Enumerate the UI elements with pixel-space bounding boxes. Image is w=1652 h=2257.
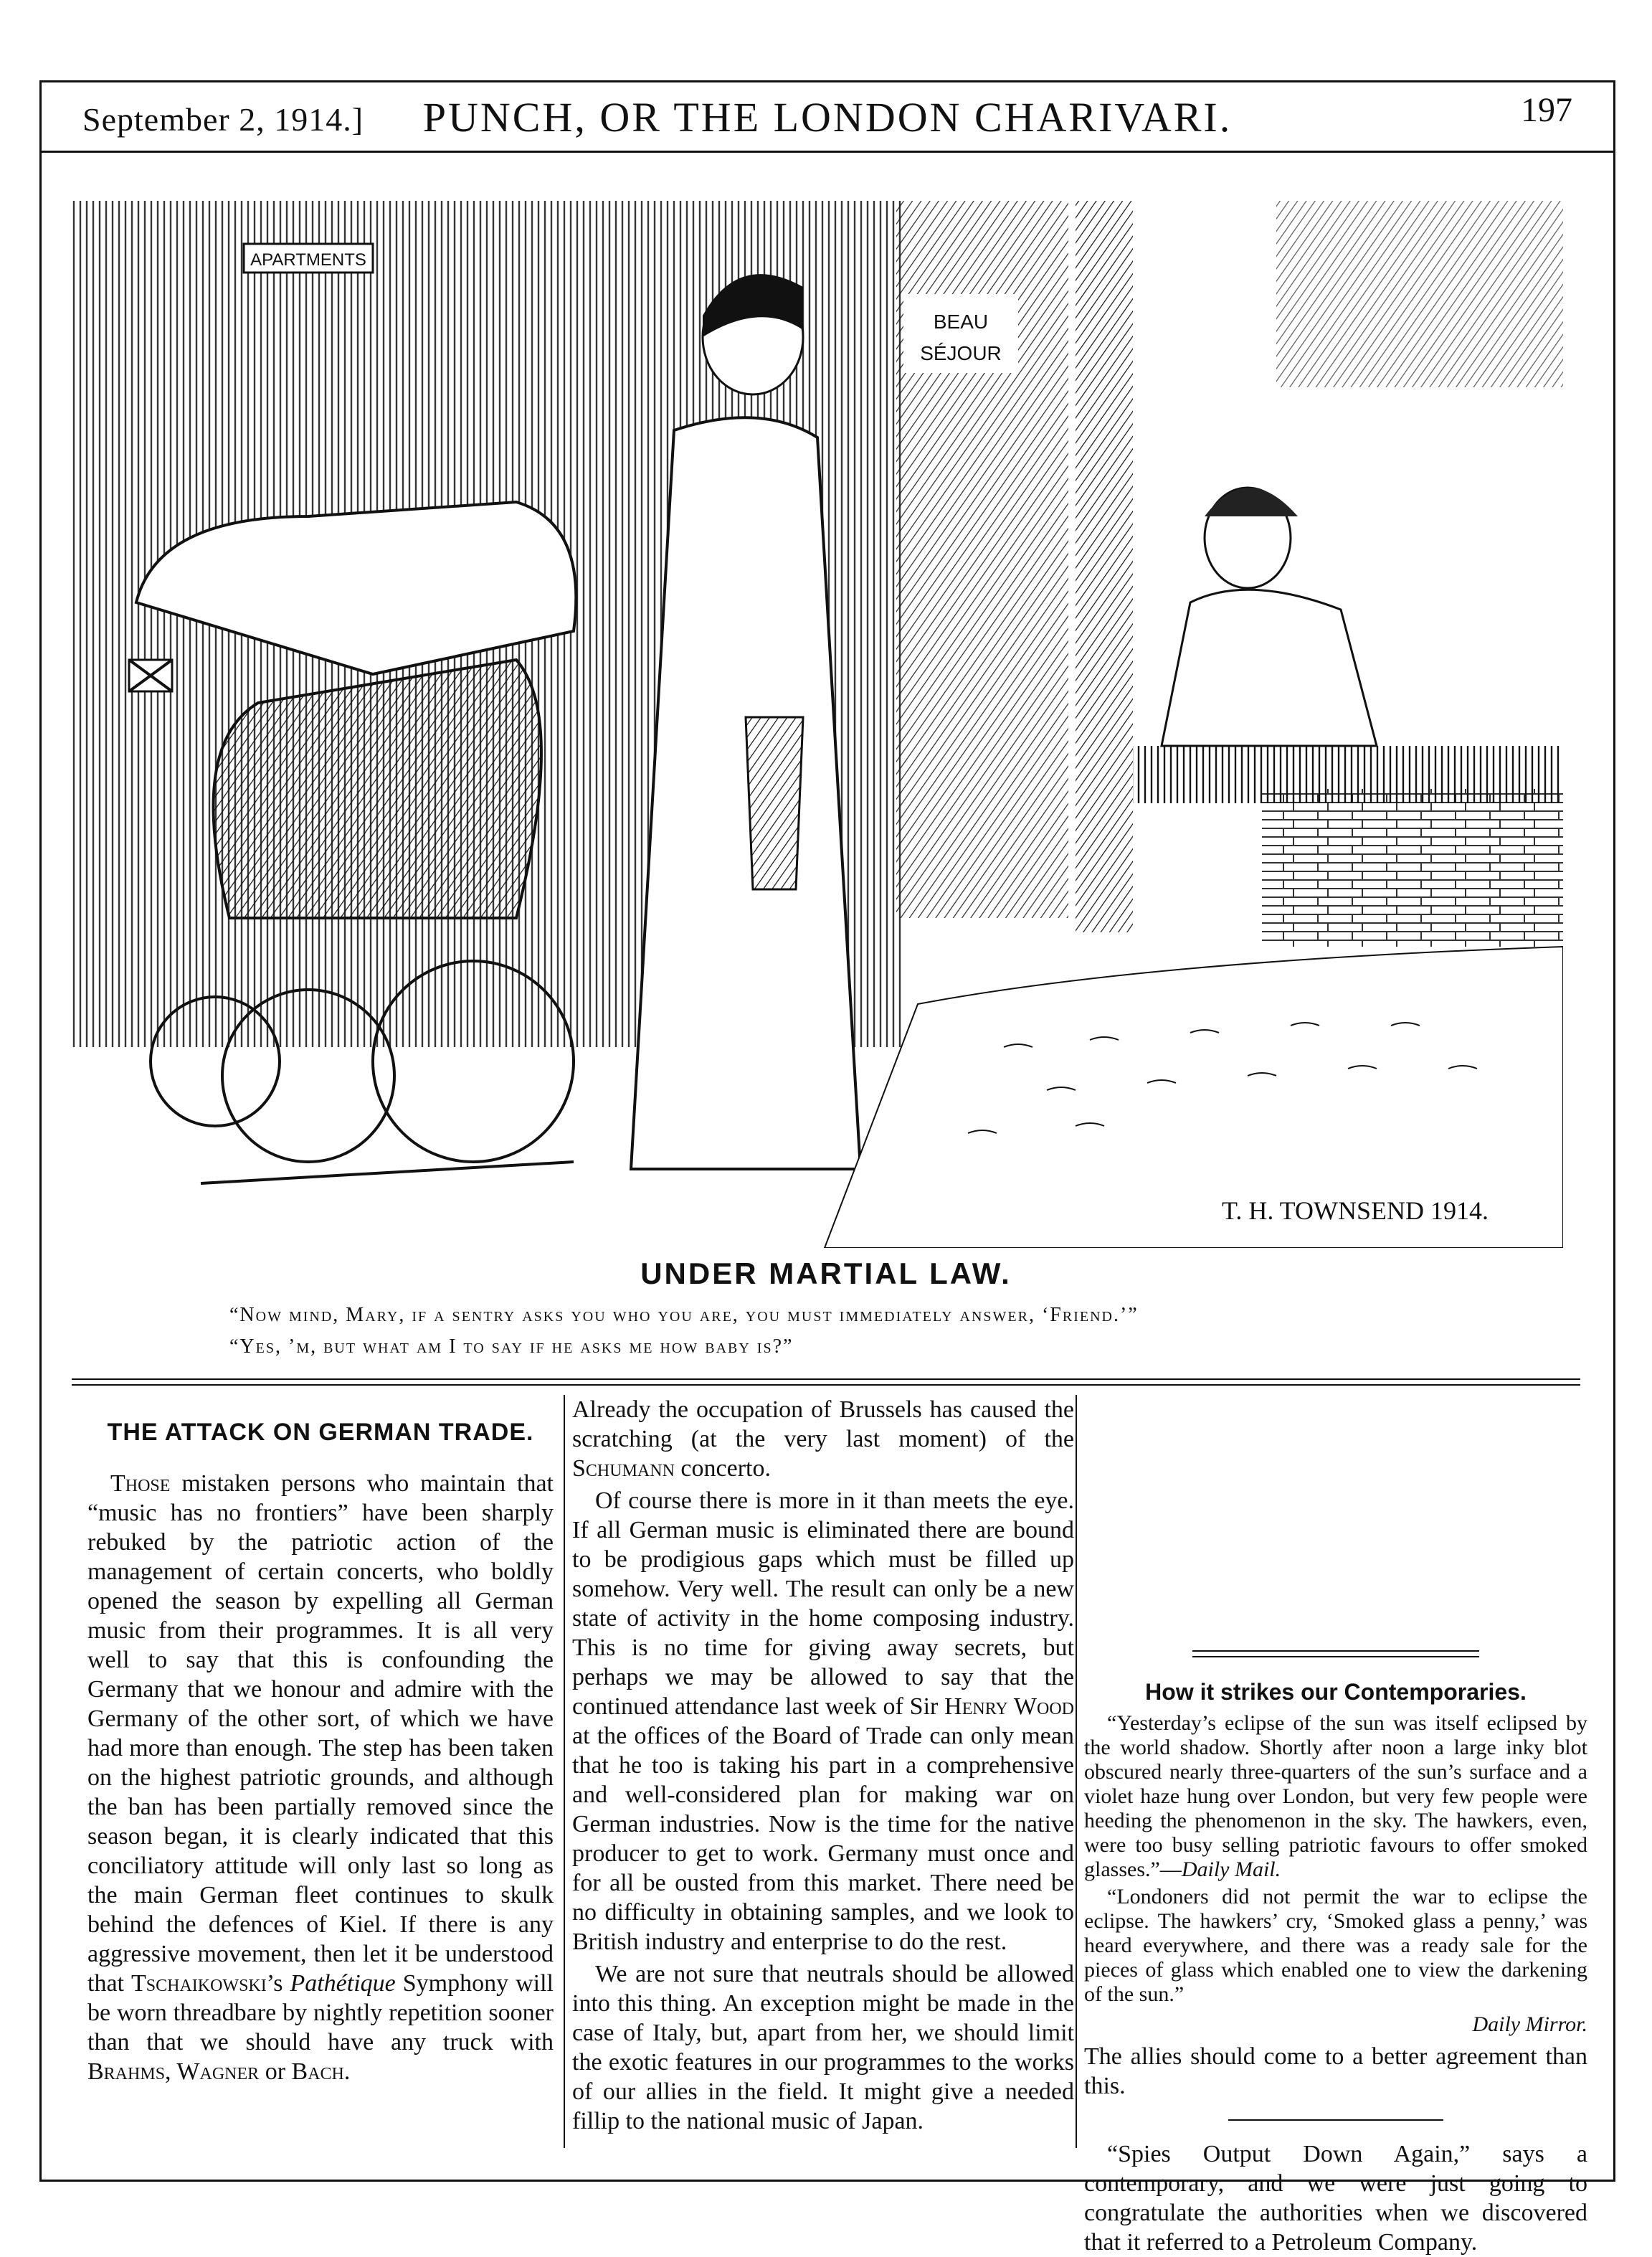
house-sign-beau: BEAU	[933, 311, 989, 333]
cartoon-drawing	[72, 201, 1563, 1248]
paragraph-text: Of course there is more in it than meets the eye. If all German music is eliminated there are bound to be prodigious gaps which must be filled up somehow. Very well. The result can only be a new state of activity in the home composing industry. This is no time for giving away secrets, but perhaps we may be allowed to say that the continued attendance last week of Sir	[572, 1487, 1074, 1720]
work-title: Pathétique	[290, 1970, 396, 1997]
paragraph-text: Symphony will be worn threadbare by nightly repetition sooner than that we should have any truck with	[87, 1970, 554, 2055]
column-divider	[1076, 1395, 1077, 2148]
composer-name: Tschaikowski	[130, 1970, 267, 1997]
lead-word: Those	[110, 1470, 171, 1497]
section-rule	[72, 1384, 1580, 1386]
house-sign-sejour: SÉJOUR	[920, 342, 1002, 364]
page-header	[39, 80, 1615, 151]
masthead-title: PUNCH, OR THE LONDON CHARIVARI.	[422, 94, 1233, 141]
cartoon-illustration	[72, 201, 1563, 1248]
apartments-sign: APARTMENTS	[250, 250, 366, 270]
paragraph-text: concerto.	[674, 1455, 771, 1482]
paragraph-text: Already the occupation of Brussels has caused the scratching (at the very last moment) of the	[572, 1396, 1074, 1452]
article-paragraph-3	[572, 1486, 1074, 1956]
cartoon-caption-line-1: “Now mind, Mary, if a sentry asks you who you are, you must immediately answer, ‘Friend.’”	[229, 1304, 1139, 1326]
column-divider	[564, 1395, 565, 2148]
cartoon-caption-title: UNDER MARTIAL LAW.	[640, 1257, 1012, 1290]
column-2	[572, 1395, 1074, 2151]
section-divider	[1192, 1650, 1479, 1657]
paragraph-text: or	[259, 2058, 292, 2085]
article-paragraph-4: We are not sure that neutrals should be allowed into this thing. An exception might be made in the case of Italy, but, apart from her, we should limit the exotic features in our programmes to the works of our allies in the field. It might give a needed fillip to the national music of Japan.	[572, 1961, 1074, 2134]
person-name: Henry Wood	[944, 1693, 1074, 1720]
column-1	[87, 1395, 554, 2151]
composer-name: Brahms, Wagner	[87, 2058, 260, 2085]
contemporaries-comment: The allies should come to a better agreement than this.	[1084, 2043, 1587, 2099]
cartoon-caption-line-2: “Yes, ’m, but what am I to say if he asks me how baby is?”	[229, 1335, 794, 1358]
paragraph-text: ’s	[266, 1970, 290, 1997]
article-paragraph-1	[87, 1469, 554, 2086]
issue-date: September 2, 1914.]	[82, 101, 364, 138]
page-number: 197	[1521, 91, 1572, 129]
paragraph-text: mistaken persons who maintain that “music has no frontiers” have been sharply rebuked by the patriotic action of the management of certain concerts, who boldly opened the season by expelling all German music from their programmes. It is all very well to say that this is confounding the Germany that we honour and admire with the Germany of the other sort, of which we have had more than enough. The step has been taken on the highest patriotic grounds, and although the ban has been partially removed since the season began, it is clearly indicated that this conciliatory attitude will only last so long as the main German fleet continues to skulk behind the defences of Kiel. If there is any aggressive movement, then let it be understood that	[87, 1470, 554, 1997]
paragraph-text: at the offices of the Board of Trade can only mean that he too is taking his part in a comprehensive and well-considered plan for making war on German industries. Now is the time for the native producer to get to work. Germany must once and for all be ousted from this market. There need be no difficulty in obtaining samples, and we look to British industry and enterprise to do the rest.	[572, 1723, 1074, 1955]
quote-source: Daily Mirror.	[1472, 2012, 1587, 2036]
contemporaries-headline: How it strikes our Contemporaries.	[1145, 1679, 1527, 1705]
continuation-space	[1084, 1415, 1587, 1630]
artist-signature: T. H. TOWNSEND 1914.	[1222, 1196, 1489, 1225]
composer-name: Schumann	[572, 1455, 675, 1482]
quote-daily-mirror: “Londoners did not permit the war to eclipse the eclipse. The hawkers’ cry, ‘Smoked glass a penny,’ was heard everywhere, and there was a ready sale for the pieces of glass which enabled one to view the darkening of the sun.”	[1084, 1885, 1587, 2006]
header-rule	[39, 151, 1615, 153]
column-3	[1084, 1395, 1587, 2256]
section-divider	[1228, 2119, 1443, 2121]
article-paragraph-2	[572, 1395, 1074, 1483]
quote-source: Daily Mail.	[1181, 1858, 1281, 1881]
composer-name: Bach	[291, 2058, 344, 2085]
paragraph-text: .	[343, 2058, 351, 2085]
spies-paragraph: “Spies Output Down Again,” says a contemporary, and we were just going to congratulate the authorities when we discovered that it referred to a Petroleum Company.	[1084, 2141, 1587, 2256]
article-headline: THE ATTACK ON GERMAN TRADE.	[107, 1419, 534, 1446]
quote-daily-mail	[1084, 1711, 1587, 1882]
quote-text: “Yesterday’s eclipse of the sun was itself eclipsed by the world shadow. Shortly after noon a large inky blot obscured nearly three-quarters of the sun’s surface and a violet haze hung over London, but very few people were heeding the phenomenon in the sky. The hawkers, even, were too busy selling patriotic favours to offer smoked glasses.”—	[1084, 1711, 1587, 1881]
section-rule	[72, 1378, 1580, 1380]
